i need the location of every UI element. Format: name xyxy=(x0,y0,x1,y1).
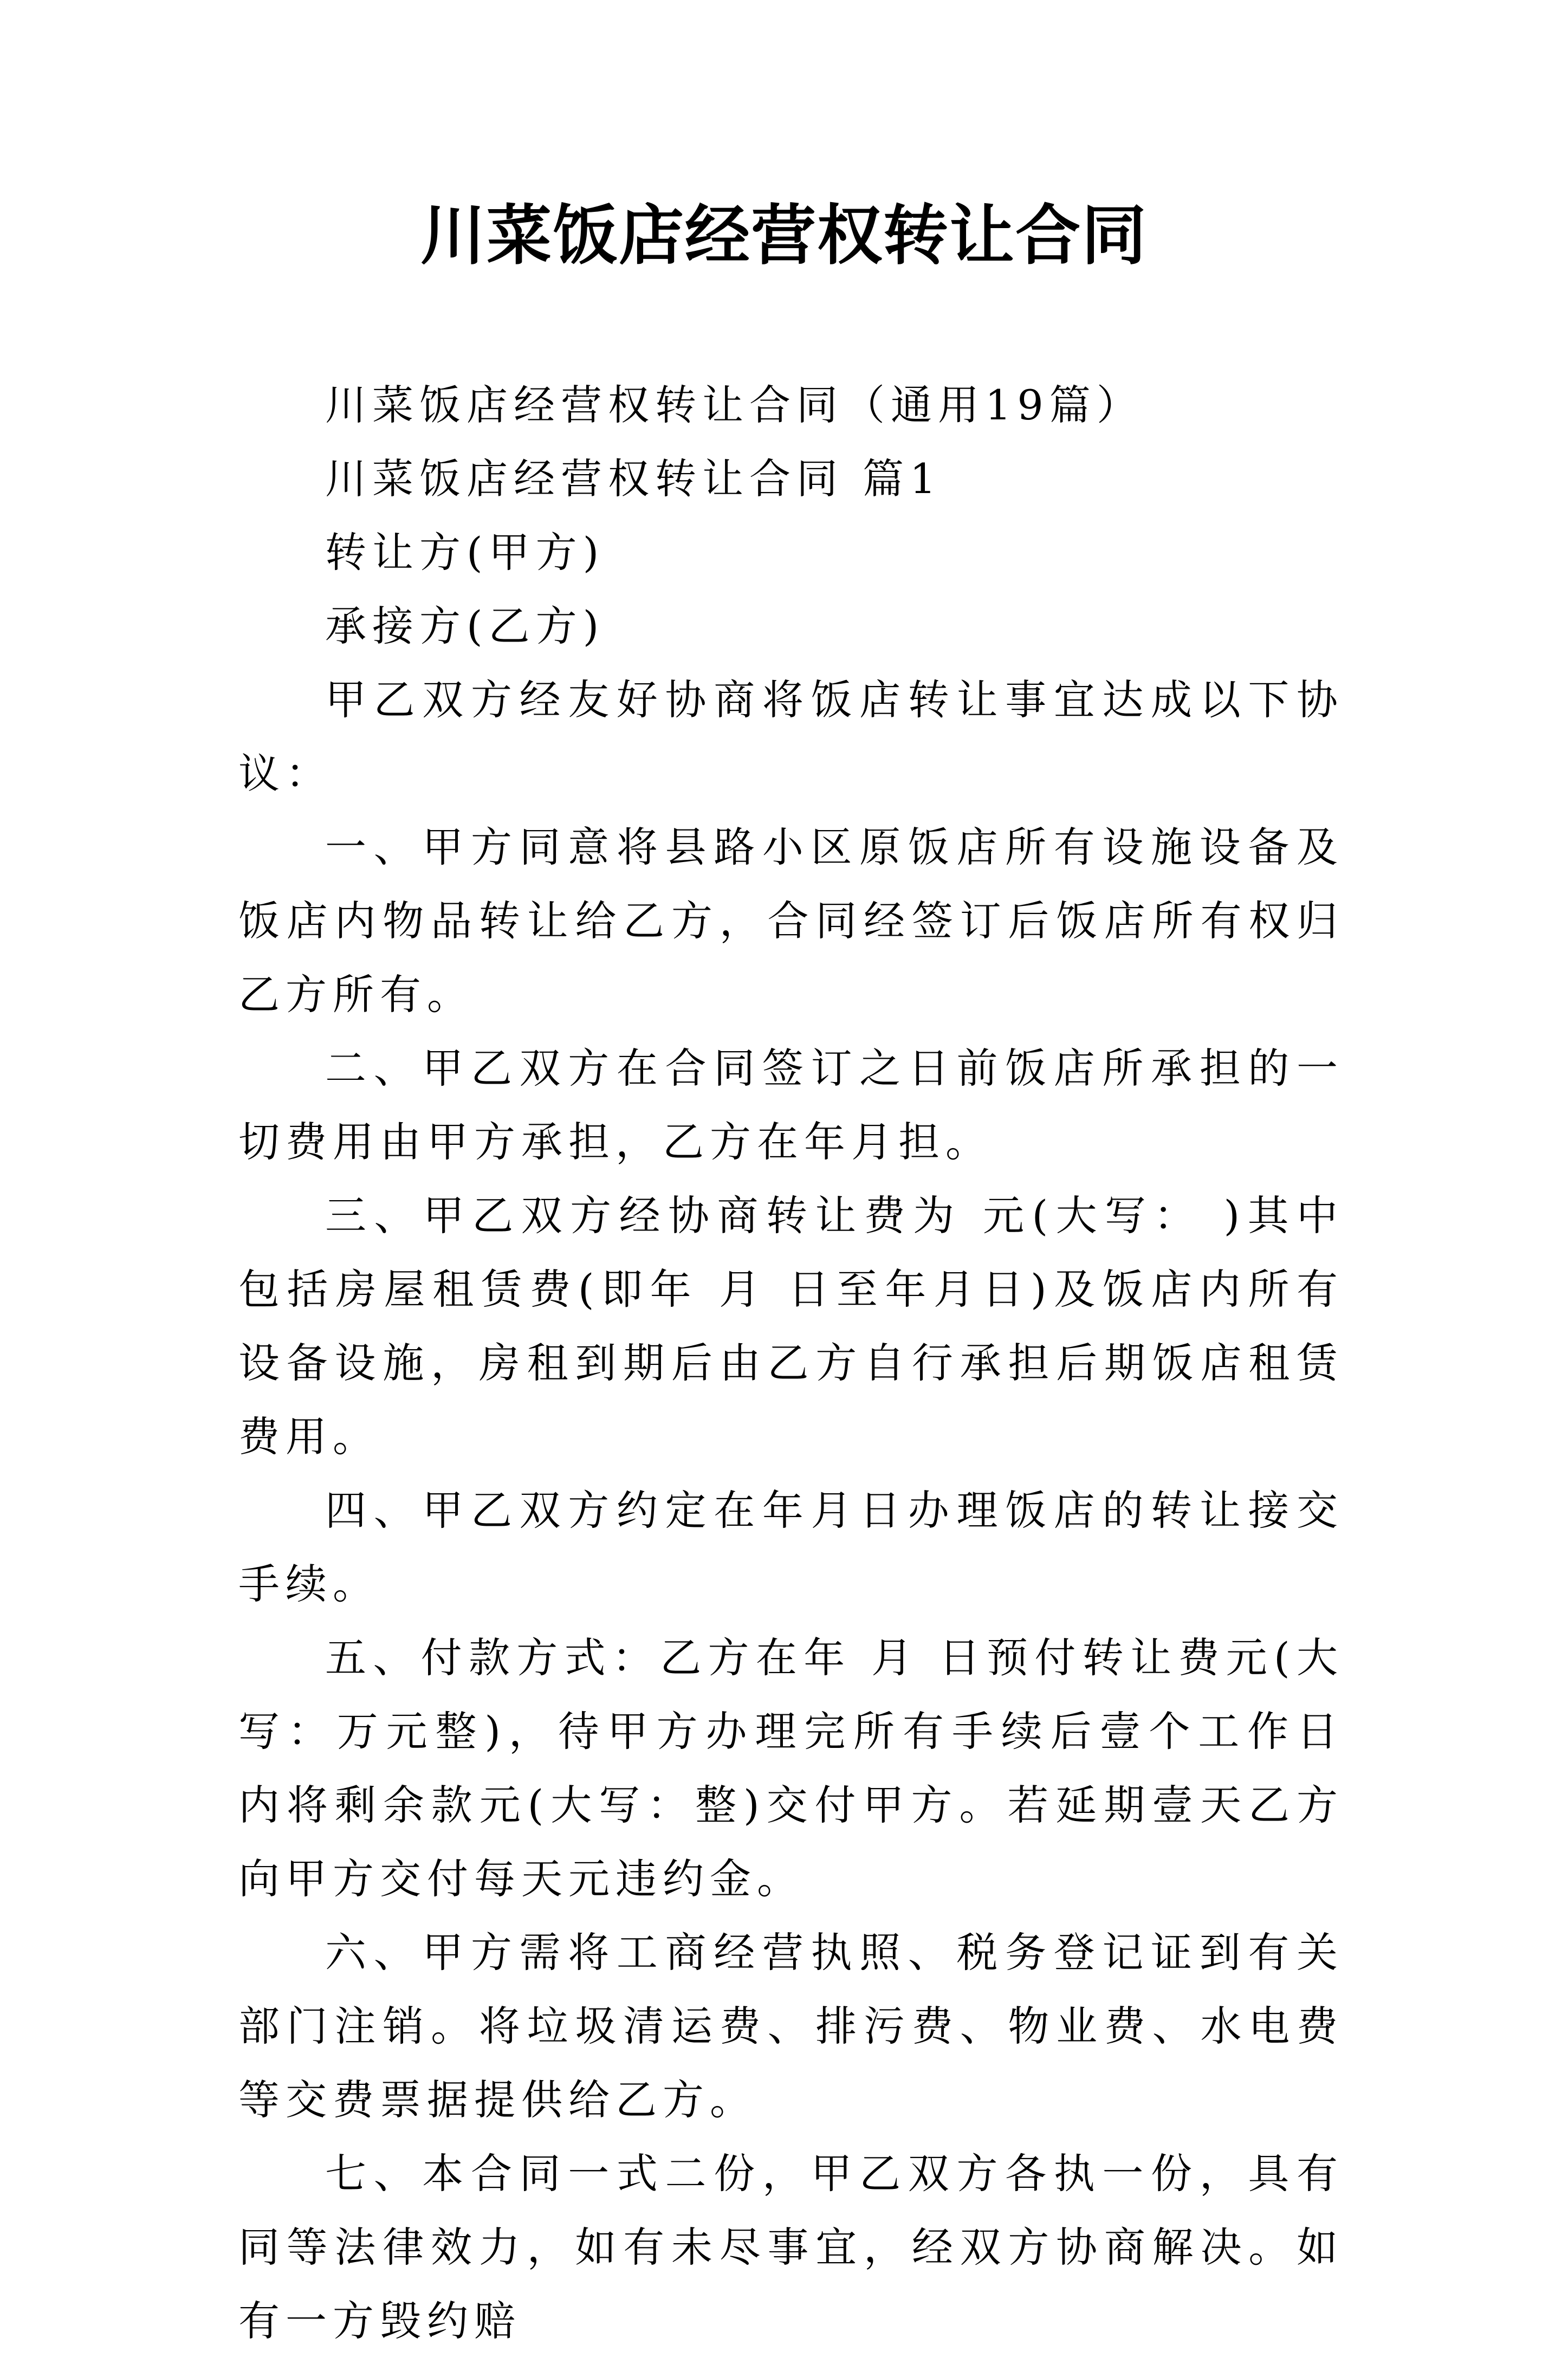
paragraph-party-b: 承接方(乙方) xyxy=(325,602,605,650)
paragraph-clause-4: 四、甲乙双方约定在年月日办理饭店的转让接交手续。 xyxy=(238,1486,1344,1608)
paragraph-clause-3: 三、甲乙双方经协商转让费为 元(大写： )其中包括房屋租赁费(即年 月 日至年月日)及饭店内所有设备设施，房租到期后由乙方自行承担后期饭店租赁费用。 xyxy=(238,1191,1344,1461)
paragraph-clause-1: 一、甲方同意将县路小区原饭店所有设施设备及饭店内物品转让给乙方，合同经签订后饭店所有权归乙方所有。 xyxy=(238,823,1344,1019)
paragraph-clause-6: 六、甲方需将工商经营执照、税务登记证到有关部门注销。将垃圾清运费、排污费、物业费、水电费等交费票据提供给乙方。 xyxy=(238,1928,1344,2124)
paragraph-clause-2: 二、甲乙双方在合同签订之日前饭店所承担的一切费用由甲方承担，乙方在年月担。 xyxy=(238,1044,1344,1166)
paragraph-party-a: 转让方(甲方) xyxy=(325,528,605,576)
paragraph-preamble: 甲乙双方经友好协商将饭店转让事宜达成以下协议： xyxy=(238,676,1344,798)
document-title: 川菜饭店经营权转让合同 xyxy=(420,197,1148,274)
paragraph-subtitle: 川菜饭店经营权转让合同（通用19篇） xyxy=(325,381,1144,429)
paragraph-clause-7: 七、本合同一式二份，甲乙双方各执一份，具有同等法律效力，如有未尽事宜，经双方协商解决。如有一方毁约赔 xyxy=(238,2149,1344,2345)
paragraph-clause-5: 五、付款方式：乙方在年 月 日预付转让费元(大写：万元整)，待甲方办理完所有手续后壹个工作日内将剩余款元(大写：整)交付甲方。若延期壹天乙方向甲方交付每天元违约金。 xyxy=(238,1634,1344,1903)
document-body xyxy=(238,368,1344,2358)
paragraph-section-heading: 川菜饭店经营权转让合同 篇1 xyxy=(325,455,942,503)
